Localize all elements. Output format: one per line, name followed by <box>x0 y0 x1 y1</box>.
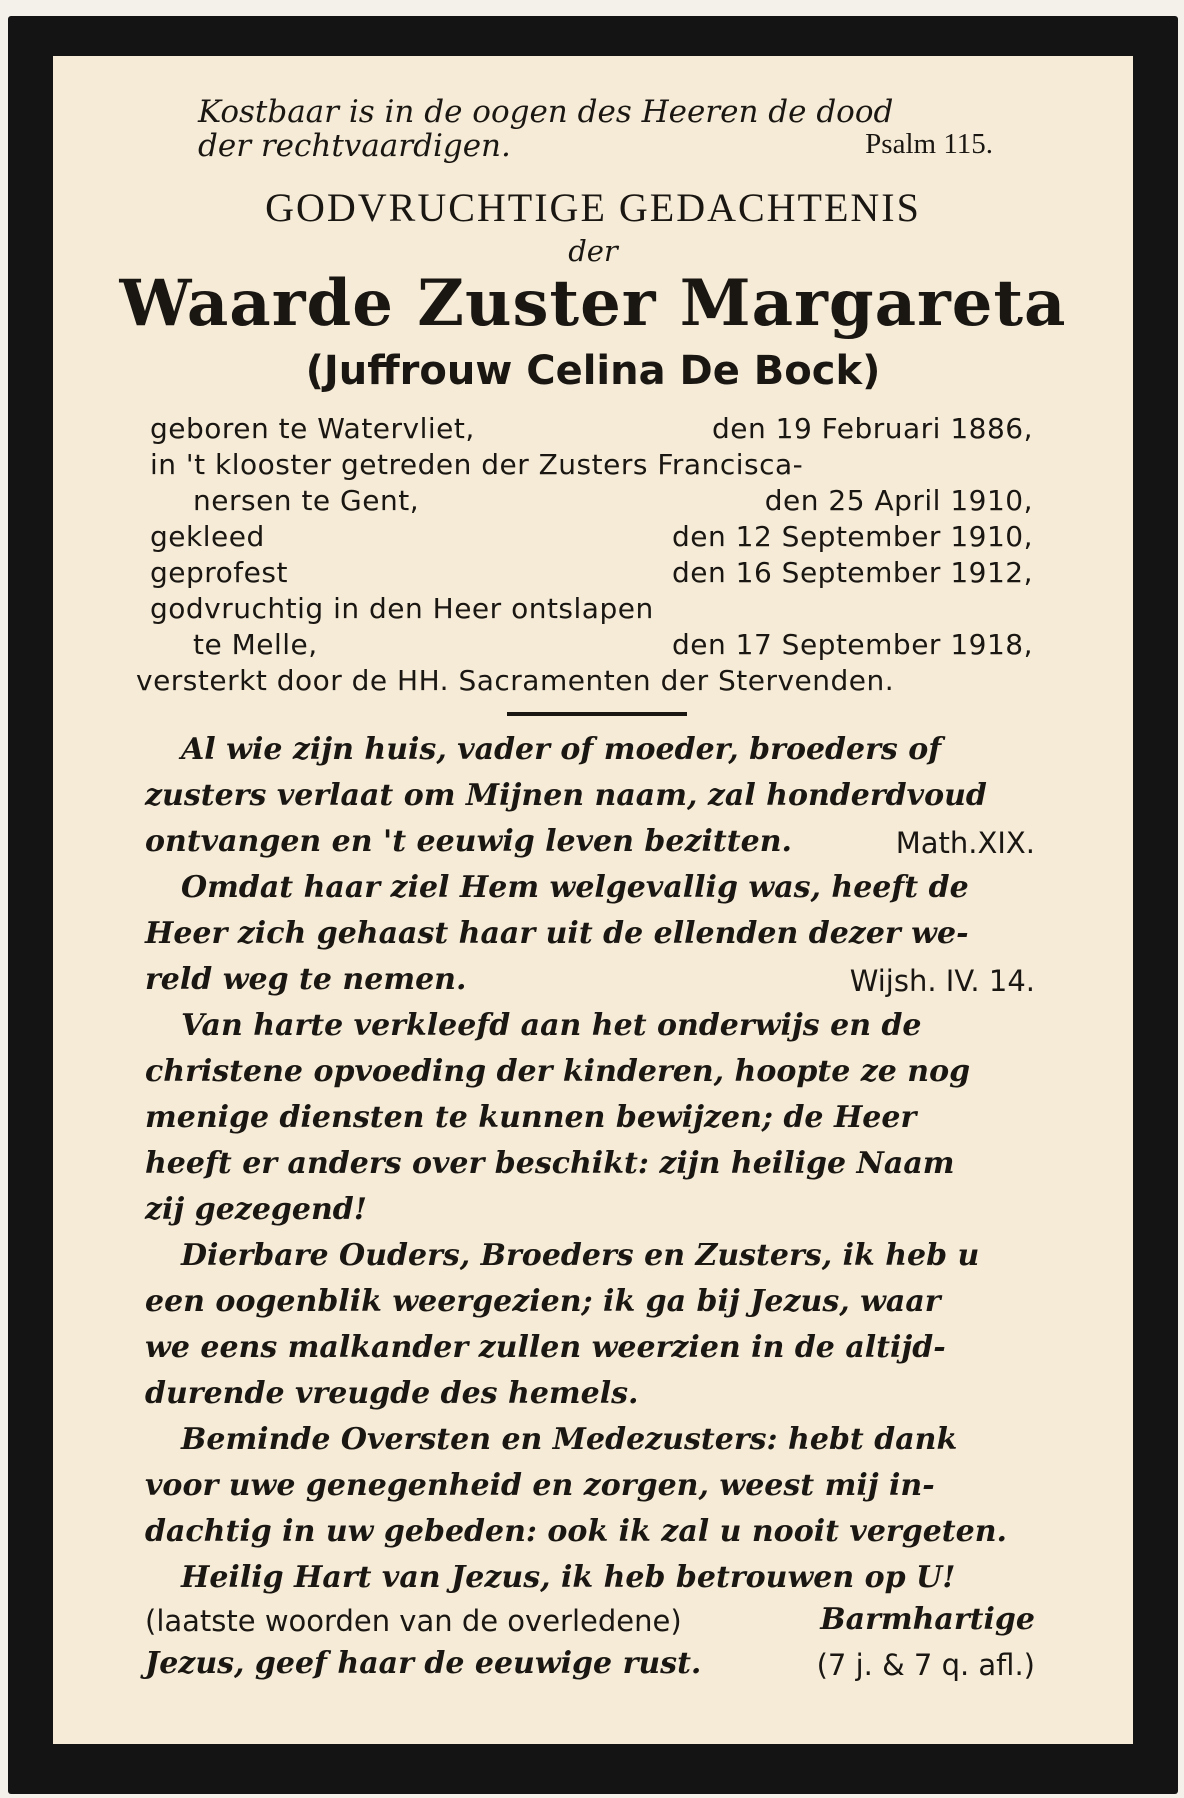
heading-der: der <box>568 234 618 268</box>
bio-left: godvruchtig in den Heer ontslapen <box>150 592 654 625</box>
paragraph-line: Beminde Oversten en Medezusters: hebt dank <box>181 1422 958 1457</box>
paragraph-line: Al wie zijn huis, vader of moeder, broeders of <box>181 732 942 767</box>
paragraph-line: heeft er anders over beschikt: zijn heilige Naam <box>145 1146 955 1181</box>
scripture-reference: Wijsh. IV. 14. <box>849 964 1035 998</box>
mourning-card <box>8 16 1178 1794</box>
civil-name: (Juffrouw Celina De Bock) <box>305 348 881 394</box>
paragraph-line: zij gezegend! <box>145 1192 367 1227</box>
paragraph-line: Barmhartige <box>820 1602 1035 1637</box>
bio-left: gekleed <box>150 520 265 553</box>
bio-right: den 16 September 1912, <box>672 556 1033 589</box>
bio-right: den 12 September 1910, <box>672 520 1033 553</box>
bio-right: den 25 April 1910, <box>764 484 1033 517</box>
bio-left: geboren te Watervliet, <box>150 412 475 445</box>
verse-line-2: der rechtvaardigen. <box>198 128 511 164</box>
paragraph-line: Omdat haar ziel Hem welgevallig was, heeft de <box>181 870 969 905</box>
paragraph-line: menige diensten te kunnen bewijzen; de Heer <box>145 1100 917 1135</box>
verse-line-1: Kostbaar is in de oogen des Heeren de dood <box>198 94 894 130</box>
indulgence-note: (7 j. & 7 q. afl.) <box>816 1648 1035 1682</box>
paragraph-line: reld weg te nemen. <box>145 962 467 997</box>
paragraph-line: Dierbare Ouders, Broeders en Zusters, ik heb u <box>181 1238 980 1273</box>
scripture-reference: Math.XIX. <box>895 826 1035 860</box>
bio-left: versterkt door de HH. Sacramenten der Stervenden. <box>136 664 895 697</box>
card-paper <box>53 56 1133 1744</box>
paragraph-line: een oogenblik weergezien; ik ga bij Jezus, waar <box>145 1284 941 1319</box>
paragraph-line: dachtig in uw gebeden: ook ik zal u nooit vergeten. <box>145 1514 1007 1549</box>
last-words-note: (laatste woorden van de overledene) <box>145 1604 682 1638</box>
bio-right: den 19 Februari 1886, <box>711 412 1033 445</box>
paragraph-line: ontvangen en 't eeuwig leven bezitten. <box>145 824 792 859</box>
bio-right: den 17 September 1918, <box>672 628 1033 661</box>
paragraph-line: christene opvoeding der kinderen, hoopte ze nog <box>145 1054 971 1089</box>
divider-rule <box>507 712 687 716</box>
paragraph-line: Van harte verkleefd aan het onderwijs en de <box>181 1008 922 1043</box>
bio-left: nersen te Gent, <box>193 484 420 517</box>
paragraph-line: durende vreugde des hemels. <box>145 1376 639 1411</box>
bio-left: te Melle, <box>193 628 318 661</box>
paragraph-line: Jezus, geef haar de eeuwige rust. <box>145 1646 702 1681</box>
bio-left: in 't klooster getreden der Zusters Francisca- <box>150 448 804 481</box>
verse-reference: Psalm 115. <box>865 128 993 160</box>
paragraph-line: zusters verlaat om Mijnen naam, zal honderdvoud <box>145 778 987 813</box>
paragraph-line: voor uwe genegenheid en zorgen, weest mij in- <box>145 1468 935 1503</box>
paragraph-line: Heer zich gehaast haar uit de ellenden dezer we- <box>145 916 969 951</box>
bio-left: geprofest <box>150 556 288 589</box>
deceased-name: Waarde Zuster Margareta <box>119 266 1067 341</box>
paragraph-line: we eens malkander zullen weerzien in de altijd- <box>145 1330 946 1365</box>
paragraph-line: Heilig Hart van Jezus, ik heb betrouwen op U! <box>181 1560 956 1595</box>
card-heading: GODVRUCHTIGE GEDACHTENIS <box>265 185 921 230</box>
